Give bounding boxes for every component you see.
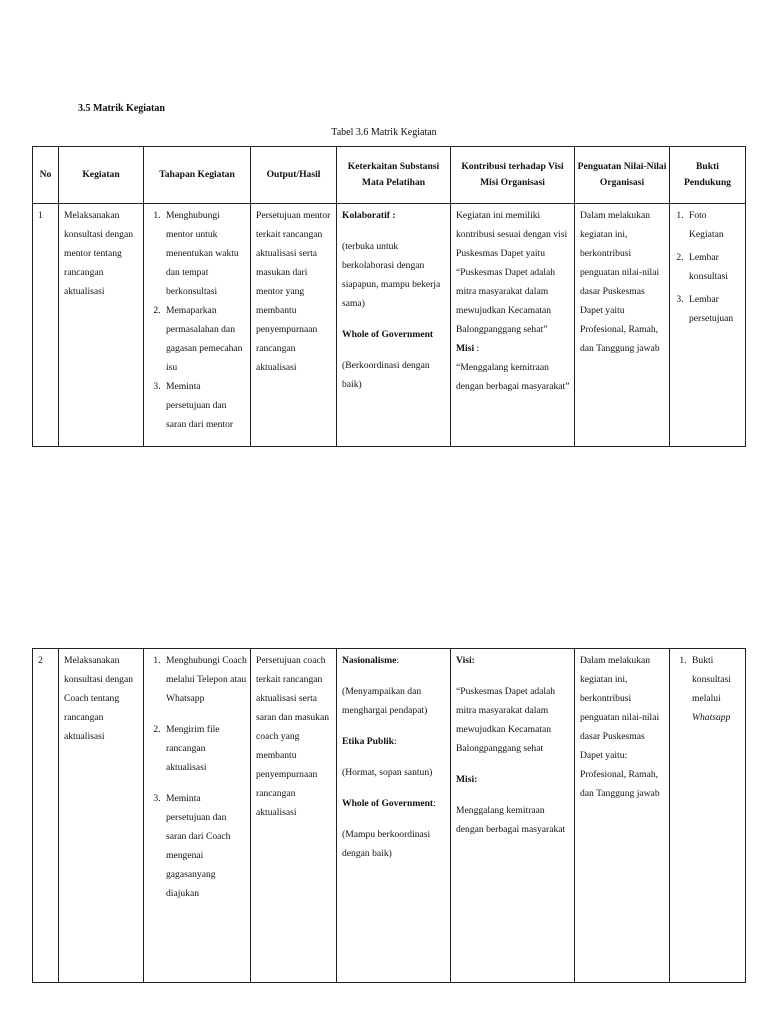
wog-line: [342, 794, 447, 813]
list-item: 2. Lembar konsultasi: [686, 248, 742, 286]
misi-text: “Menggalang kemitraan dengan berbagai masyarakat”: [456, 362, 570, 392]
list-item: 3. Lembar persetujuan: [686, 290, 742, 328]
cell-penguatan: Dalam melakukan kegiatan ini, berkontribusi penguatan nilai-nilai dasar Puskesmas Dapet yaitu: Profesional, Ramah, dan Tanggung jawab: [575, 649, 670, 983]
wog-title: Whole of Government: [342, 798, 434, 809]
cell-kontribusi: [451, 204, 575, 447]
wog-title: Whole of Government: [342, 329, 434, 340]
wog-sep: :: [433, 798, 436, 809]
misi-label: Misi:: [456, 774, 478, 785]
header-kegiatan: Kegiatan: [59, 147, 144, 204]
wog-desc: (Mampu berkoordinasi dengan baik): [342, 829, 431, 859]
header-kontribusi: Kontribusi terhadap Visi Misi Organisasi: [451, 147, 575, 204]
nasionalisme-desc: (Menyampaikan dan menghargai pendapat): [342, 686, 428, 716]
misi-line: [456, 339, 571, 358]
list-item: 2. Mengirim file rancangan aktualisasi: [163, 720, 247, 777]
misi-label: Misi: [456, 343, 475, 354]
etika-line: [342, 732, 447, 751]
list-item: 1. Foto Kegiatan: [686, 206, 742, 244]
misi-text: Menggalang kemitraan dengan berbagai masyarakat: [456, 805, 566, 835]
cell-kontribusi: [451, 649, 575, 983]
list-item: 3. Meminta persetujuan dan saran dari mentor: [163, 377, 247, 434]
list-item: 1. Menghubungi Coach melalui Telepon atau Whatsapp: [163, 651, 247, 708]
visi-text: “Puskesmas Dapet adalah mitra masyarakat dalam mewujudkan Kecamatan Balongpanggang sehat: [456, 686, 556, 754]
kontribusi-text: Kegiatan ini memiliki kontribusi sesuai dengan visi Puskesmas Dapet yaitu “Puskesmas Dapet adalah mitra masyarakat dalam mewujudkan Kecamatan Balongpanggang sehat”: [456, 210, 568, 335]
cell-kegiatan: Melaksanakan konsultasi dengan Coach tentang rancangan aktualisasi: [59, 649, 144, 983]
table-caption: Tabel 3.6 Matrik Kegiatan: [331, 127, 437, 138]
bukti-list: [675, 651, 742, 727]
etika-desc: (Hormat, sopan santun): [342, 767, 433, 778]
kolaboratif-title: Kolaboratif :: [342, 210, 396, 221]
cell-tahapan: [144, 649, 251, 983]
list-item: 2. Memaparkan permasalahan dan gagasan pemecahan isu: [163, 301, 247, 377]
header-row: [33, 147, 746, 204]
table-row: [33, 649, 746, 983]
list-item: 3. Meminta persetujuan dan saran dari Coach mengenai gagasanyang diajukan: [163, 789, 247, 903]
header-keterkaitan: Keterkaitan Substansi Mata Pelatihan: [337, 147, 451, 204]
header-penguatan: Penguatan Nilai-Nilai Organisasi: [575, 147, 670, 204]
nasionalisme-sep: :: [396, 655, 400, 666]
section-heading: 3.5 Matrik Kegiatan: [78, 103, 165, 114]
misi-sep: :: [474, 343, 480, 354]
header-tahapan: Tahapan Kegiatan: [144, 147, 251, 204]
bukti-italic: Whatsapp: [692, 712, 731, 723]
cell-no: 1: [33, 204, 59, 447]
cell-kegiatan: Melaksanakan konsultasi dengan mentor tentang rancangan aktualisasi: [59, 204, 144, 447]
cell-output: Persetujuan coach terkait rancangan aktualisasi serta saran dan masukan coach yang membantu penyempurnaan rancangan aktualisasi: [251, 649, 337, 983]
bukti-prefix: Bukti konsultasi melalui: [692, 655, 731, 704]
activity-matrix-table-continued: [32, 648, 746, 983]
tahapan-list: [149, 651, 247, 903]
etika-sep: :: [394, 736, 397, 747]
tahapan-list: [149, 206, 247, 434]
header-no: No: [33, 147, 59, 204]
etika-title: Etika Publik: [342, 736, 394, 747]
cell-bukti: [670, 649, 746, 983]
cell-no: 2: [33, 649, 59, 983]
list-item: [689, 651, 742, 727]
cell-output: Persetujuan mentor terkait rancangan aktualisasi serta masukan dari mentor yang membantu penyempurnaan rancangan aktualisasi: [251, 204, 337, 447]
activity-matrix-table: [32, 146, 746, 447]
wog-desc: (Berkoordinasi dengan baik): [342, 360, 430, 390]
header-bukti: Bukti Pendukung: [670, 147, 746, 204]
cell-keterkaitan: [337, 204, 451, 447]
kolaboratif-desc: (terbuka untuk berkolaborasi dengan siapapun, mampu bekerja sama): [342, 241, 441, 309]
cell-tahapan: [144, 204, 251, 447]
visi-label: Visi:: [456, 655, 475, 666]
nasionalisme-line: [342, 651, 447, 670]
list-item: 1. Menghubungi mentor untuk menentukan waktu dan tempat berkonsultasi: [163, 206, 247, 301]
nasionalisme-title: Nasionalisme: [342, 655, 397, 666]
table-row: [33, 204, 746, 447]
cell-bukti: [670, 204, 746, 447]
bukti-list: [675, 206, 742, 328]
cell-penguatan: Dalam melakukan kegiatan ini, berkontribusi penguatan nilai-nilai dasar Puskesmas Dapet yaitu Profesional, Ramah, dan Tanggung jawab: [575, 204, 670, 447]
header-output: Output/Hasil: [251, 147, 337, 204]
cell-keterkaitan: [337, 649, 451, 983]
